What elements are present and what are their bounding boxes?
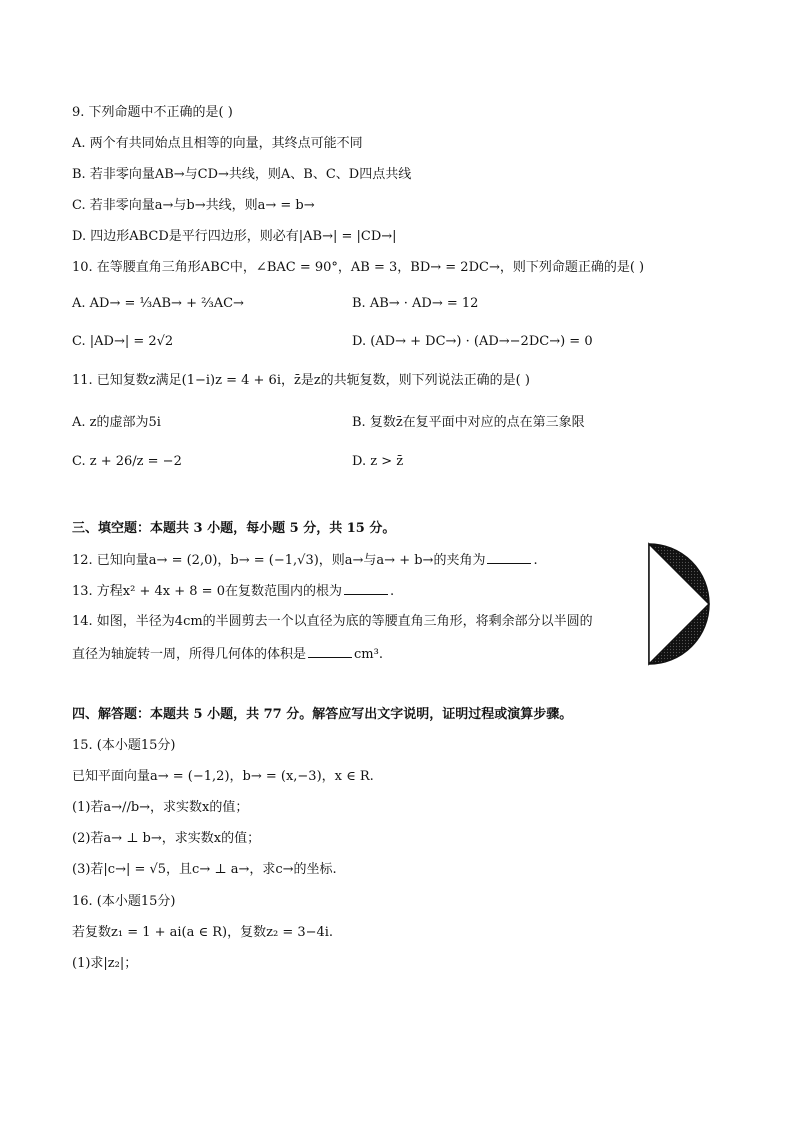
answer-blank	[308, 645, 352, 658]
q9-option-d: D. 四边形ABCD是平行四边形，则必有|AB→| = |CD→|	[72, 229, 397, 244]
q11-option-d: D. z > z̄	[352, 454, 404, 469]
q11-option-b: B. 复数z̄在复平面中对应的点在第三象限	[352, 415, 585, 430]
q15-part1: (1)若a→//b→，求实数x的值；	[72, 800, 249, 815]
q14-line1: 14. 如图，半径为4cm的半圆剪去一个以直径为底的等腰直角三角形，将剩余部分以半圆的	[72, 614, 593, 629]
q14-line2	[72, 645, 383, 664]
q15-part3: (3)若|c→| = √5，且c→ ⊥ a→，求c→的坐标.	[72, 862, 337, 877]
q10-stem: 10. 在等腰直角三角形ABC中，∠BAC = 90°，AB = 3，BD→ = 2DC→，则下列命题正确的是( )	[72, 260, 645, 275]
q12-text: 12. 已知向量a→ = (2,0)，b→ = (−1,√3)，则a→与a→ + b→的夹角为	[72, 553, 486, 568]
q12-end: .	[533, 553, 538, 568]
q13-text: 13. 方程x² + 4x + 8 = 0在复数范围内的根为	[72, 584, 342, 599]
q16-part1: (1)求|z₂|；	[72, 956, 138, 971]
q9-option-c: C. 若非零向量a→与b→共线，则a→ = b→	[72, 198, 315, 213]
q11-stem: 11. 已知复数z满足(1−i)z = 4 + 6i，z̄是z的共轭复数，则下列说法正确的是( )	[72, 373, 530, 388]
q10-option-d: D. (AD→ + DC→) · (AD→−2DC→) = 0	[352, 334, 593, 349]
answer-blank	[487, 551, 531, 564]
q15-heading: 15. (本小题15分)	[72, 738, 176, 753]
q10-option-c: C. |AD→| = 2√2	[72, 334, 174, 349]
section-4-heading: 四、解答题：本题共 5 小题，共 77 分。解答应写出文字说明，证明过程或演算步骤。	[72, 707, 573, 722]
q9-option-b: B. 若非零向量AB→与CD→共线，则A、B、C、D四点共线	[72, 167, 412, 182]
q11-option-c: C. z + 26/z = −2	[72, 454, 182, 469]
q13	[72, 582, 394, 601]
q10-option-b: B. AB→ · AD→ = 12	[352, 296, 479, 311]
q10-option-a: A. AD→ = ⅓AB→ + ⅔AC→	[72, 296, 244, 311]
q16-given: 若复数z₁ = 1 + ai(a ∈ R)，复数z₂ = 3−4i.	[72, 925, 334, 940]
q14-unit: cm³.	[354, 647, 383, 662]
q9-option-a: A. 两个有共同始点且相等的向量，其终点可能不同	[72, 136, 363, 151]
answer-blank	[344, 582, 388, 595]
q11-option-a: A. z的虚部为5i	[72, 415, 161, 430]
q14-text: 直径为轴旋转一周，所得几何体的体积是	[72, 647, 307, 662]
q15-given: 已知平面向量a→ = (−1,2)，b→ = (x,−3)，x ∈ R.	[72, 769, 374, 784]
q15-part2: (2)若a→ ⊥ b→，求实数x的值；	[72, 831, 261, 846]
q9-stem: 9. 下列命题中不正确的是( )	[72, 105, 233, 120]
section-3-heading: 三、填空题：本题共 3 小题，每小题 5 分，共 15 分。	[72, 521, 396, 536]
q12	[72, 551, 538, 570]
semicircle-figure	[645, 540, 715, 668]
q16-heading: 16. (本小题15分)	[72, 894, 176, 909]
q13-end: .	[389, 584, 395, 599]
